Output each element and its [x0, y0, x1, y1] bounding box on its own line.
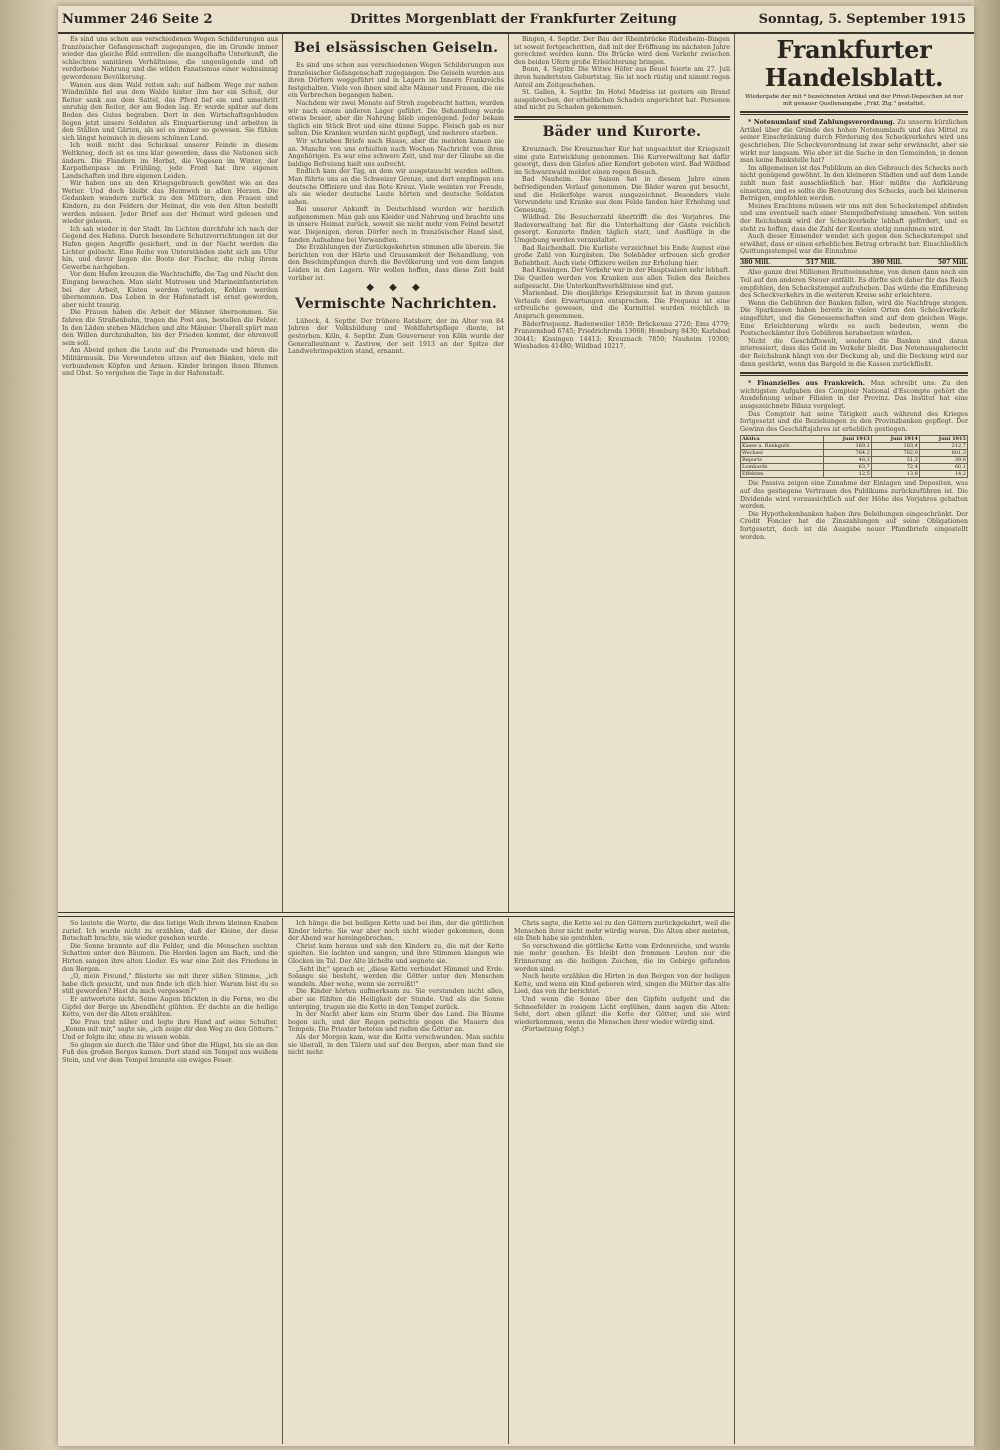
binding-edge-left [0, 0, 58, 1450]
issue-number: Nummer 246 Seite 2 [62, 12, 213, 27]
table-row: Effekten 12,5 13,8 14,2 [742, 471, 966, 478]
stamp-revenue-row: 380 Mill. 517 Mill. 390 Mill. 507 Mill. [740, 258, 968, 266]
section-title: Frankfurter Handelsblatt. [764, 36, 944, 92]
table-row: Kasse u. Bankguth. 169,1 183,4 212,7 [742, 443, 966, 450]
table-row: Wechsel 764,2 782,0 801,3 [742, 450, 966, 457]
serial-column-2: Ich hänge die bei heiligen Kette und bei ihm, der die göttlichen Kinder lehrte. Sie war aber noch nicht wieder gekommen, denn der Abend war hereingebrochen. Christ kam heraus und sah den Kindern zu, die mit der Kette spielten. Sie lachten und sangen, und ihre Stimmen klangen wie Glocken im Tal. Der Alte lächelte und segnete sie. „Seht ihr," sprach er, „diese Kette verbindet Himmel und Erde. Solange sie besteht, werden die Götter unter den Menschen wandeln. Aber wehe, wenn sie zerreißt!" Die Kinder hörten aufmerksam zu. Sie verstanden nicht alles, aber sie fühlten die Heiligkeit der Stunde. Und als die Sonne unterging, trugen sie die Kette in den Tempel zurück. In der Nacht aber kam ein Sturm über das Land. Die Bäume bogen sich, und der Regen peitschte gegen die Mauern des Tempels. Die Priester beteten und riefen die Götter an. Als der Morgen kam, war die Kette verschwunden. Man suchte sie überall, in den Tälern und auf den Bergen, aber man fand sie nicht mehr. [288, 920, 504, 1057]
body-text: Man schreibt uns: Zu den wichtigsten Aufgaben des Comptoir National d'Escompte gehört die Ausdehnung seiner Filialen in der Provinz. Das Institut hat eine ausgezeichnete Bilanz vorgelegt. [740, 380, 968, 410]
finance-headline: * Finanzielles aus Frankreich. [748, 380, 865, 388]
finance-headline: * Notenumlauf und Zahlungsverordnung. [748, 119, 895, 127]
serial-text: So lautete die Worte, die das listige Weib ihrem kleinen Knaben zurief. Ich wurde nicht zu erzählen, daß der Kleine, der diese Botschaft brachte, nie wieder gesehen wurde. [62, 920, 278, 943]
column-4-finance: Frankfurter Handelsblatt. Wiedergabe der mit * bezeichneten Artikel und der Privat-Depeschen ist nur mit genauer Quellenangabe „Frkf. Ztg." gestattet. * Notenumlauf und Zahlungsverordnung. Zu unserm kürzlichen Artikel über die Gründe des hohen Notenumlaufs und das Mittel zu seiner Einschränkung durch Förderung des Scheckverkehrs wird uns geschrieben. Die Scheckverordnung ist zwar sehr erwünscht, aber sie wirkt nur langsam. Wie aber ist die Sache in den Gemeinden, in denen man keine Bankstelle hat? Im allgemeinen ist das Publikum an den Gebrauch des Schecks noch nicht genügend gewöhnt. In den kleineren Städten und auf dem Lande zahlt man fast ausschließlich bar. Hier müßte die Aufklärung einsetzen, und es sollte die Benutzung des Schecks, auch bei kleineren Beträgen, empfohlen werden. Meines Erachtens müssen wir uns mit den Scheckstempel abfinden und uns eventuell nach einer Stempelbefreiung umsehen. Von seiten der Reichsbank wird der Scheckverkehr lebhaft gefördert, und es steht zu hoffen, dass die Zahl der Konten stetig zunehmen wird. Auch dieser Einsender wendet sich gegen den Scheckstempel und erwähnt, dass er einen erheblichen Betrag erbracht hat: Einschließlich Quittungsstempel war die Einnahme 380 Mill. 517 Mill. 390 Mill. 507 Mill. Also ganze drei Millionen Bruttoeinnahme, von denen dann noch ein Teil auf den anderen Steuer entfällt. Es dürfte sich daher für das Reich empfehlen, den Scheckstempel aufzuheben. Das würde die Einführung des Scheckverkehrs in die weiteren Kreise sehr erleichtern. Wenn die Gebühren der Banken fallen, wird die Nachfrage steigen. Die Sparkassen haben bereits in vielen Orten den Scheckverkehr eingeführt, und die Genossenschaften sind auf dem gleichen Wege. Eine Erleichterung würde es auch bedeuten, wenn die Postscheckämter ihre Gebühren herabsetzen würden. Nicht die Geschäftswelt, sondern die Banken sind daran interessiert, dass das Geld im Verkehr bleibt. Das Notenausgaberecht der Reichsbank hängt von der Deckung ab, und die Deckung wird nur dann gestärkt, wenn das Bargeld in die Kassen zurückfließt. * Finanzielles aus Frankreich. Man schreibt uns: Zu den wichtigsten Aufgaben des Comptoir National d'Escompte gehört die Ausdehnung seiner Filialen in der Provinz. Das Institut hat eine ausgezeichnete Bilanz vorgelegt. Das Comptoir hat seine Tätigkeit auch während des Krieges fortgesetzt und die Beziehungen zu den Provinzbanken gepflegt. Der Gewinn des Geschäftsjahres ist erheblich gestiegen. Aktiva Juni 1913 Juni 1914 Juni 1915 Kasse u. Bankguth. 169,1 183,4 212,7 Wechsel 764,2 782,0 801,3 Reports 48,3 51,2 39,8 Lombards 63,7 72,4 60,1 Effekten 12,5 13,8 14,2 Die Passiva zeigen eine Zunahme der Einlagen und Depositen, was auf das gestiegene Vertrauen des Publikums zurückzuführen ist. Die Dividende wird voraussichtlich auf der Höhe des Vorjahres gehalten werden. Die Hypothekenbanken haben ihre Beleihungen eingeschränkt. Der Crédit Foncier hat die Zinszahlungen auf seine Obligationen fortgesetzt, doch ist die Ausgabe neuer Pfandbriefe eingestellt worden. [740, 36, 968, 541]
serial-text: Ich hänge die bei heiligen Kette und bei ihm, der die göttlichen Kinder lehrte. Sie war aber noch nicht wieder gekommen, denn der Abend war hereingebrochen. [288, 920, 504, 943]
column-rule [282, 34, 283, 912]
section-subtitle: Wiedergabe der mit * bezeichneten Artikel und der Privat-Depeschen ist nur mit genauer Quellenangabe „Frkf. Ztg." gestattet. [745, 94, 963, 107]
body-text: Es sind uns schon aus verschiedenen Wegen Schilderungen aus französischer Gefangenschaft zugegangen, die im Grunde immer wieder das gleiche Bild entrollen: die mangelhafte Unterkunft, die schlechten sanitären Verhältnisse, die ungenügende und oft verdorbene Nahrung und die wilden Fanatismus einer wahnsinnig gewordenen Bevölkerung. [62, 36, 278, 81]
column-rule [508, 918, 509, 1444]
article-title: Vermischte Nachrichten. [294, 295, 498, 312]
article-title: Bei elsässischen Geiseln. [293, 40, 499, 56]
column-3: Bingen, 4. Septbr. Der Bau der Rheinbrücke Rüdesheim–Bingen ist soweit fortgeschritten, daß mit der Eröffnung im nächsten Jahre gerechnet werden kann. Die Brücke wird dem Verkehr zwischen den beiden Ufern große Erleichterung bringen. Bonn, 4. Septbr. Die Witwe Höfer aus Beuel feierte am 27. Juli ihren hundertsten Geburtstag. Sie ist noch rüstig und nimmt regen Anteil am Zeitgeschehen. St. Gallen, 4. Septbr. Im Hotel Madrisa ist gestern ein Brand ausgebrochen, der erheblichen Schaden angerichtet hat. Personen sind nicht zu Schaden gekommen. Bäder und Kurorte. Kreuznach. Die Kreuznacher Kur hat ungeachtet der Kriegszeit eine gute Entwicklung genommen. Die Kurverwaltung hat dafür gesorgt, dass den Gästen aller Komfort geboten wird. Bad Wildbad im Schwarzwald meldet einen regen Besuch. Bad Nauheim. Die Saison hat in diesem Jahre einen befriedigenden Verlauf genommen. Die Bäder waren gut besucht, und die Heilerfolge waren ausgezeichnet. Besonders viele Verwundete und Kranke aus dem Felde fanden hier Erholung und Genesung. Wildbad. Die Besucherzahl übertrifft die des Vorjahres. Die Badeverwaltung hat für die Unterhaltung der Gäste reichlich gesorgt. Konzerte finden täglich statt, und Ausflüge in die Umgebung werden veranstaltet. Bad Reichenhall. Die Kurliste verzeichnet bis Ende August eine große Zahl von Kurgästen. Die Solebäder erfreuen sich großer Beliebtheit. Auch viele Offiziere weilen zur Erholung hier. Bad Kissingen. Der Verkehr war in der Hauptsaison sehr lebhaft. Die Quellen werden von Kranken aus allen Teilen des Reiches aufgesucht. Die Unterkunftsverhältnisse sind gut. Marienbad. Die diesjährige Kriegskurzeit hat in ihrem ganzen Verlaufe den Erwartungen entsprochen. Die Frequenz ist eine erfreuliche gewesen, und die Kurmittel wurden reichlich in Anspruch genommen. Bäderfrequenz. Badenweiler 1859; Brückenau 2720; Ems 4779; Franzensbad 6745; Friedrichroda 13068; Homburg 8430; Karlsbad 30441; Kissingen 14413; Kreuznach 7850; Nauheim 19300; Wiesbaden 41480; Wildbad 10217. [514, 36, 730, 351]
serial-text: So verschwand die göttliche Kette vom Erdenreiche, und wurde nie mehr gesehen. Es bleibt den frommen Leuten nur die Erinnerung an die heiligen Zeichen, die im Gebirge gefunden worden sind. [514, 942, 730, 973]
table-row: Reports 48,3 51,2 39,8 [742, 457, 966, 464]
body-text: Lübeck, 4. Septbr. Der frühere Ratsherr, der im Alter von 84 Jahren der Volksbildung und Wohlfahrtspflege diente, ist gestorben. Köln, 4. Septbr. Zum Gouverneur von Köln wurde der Generalleutnant v. Zastrow, der seit 1913 an der Spitze der Landwehrinspektion stand, ernannt. [288, 317, 504, 356]
newspaper-page [58, 6, 974, 1446]
serial-column-3: Chris sagte, die Kette sei zu den Göttern zurückgekehrt, weil die Menschen ihrer nicht mehr würdig waren. Die Alten aber meinten, ein Dieb habe sie gestohlen. So verschwand die göttliche Kette vom Erdenreiche, und wurde nie mehr gesehen. Es bleibt den frommen Leuten nur die Erinnerung an die heiligen Zeichen, die im Gebirge gefunden worden sind. Noch heute erzählen die Hirten in den Bergen von der heiligen Kette, und wenn ein Kind geboren wird, singen die Mütter das alte Lied, das von ihr berichtet. Und wenn die Sonne über den Gipfeln aufgeht und die Schneefelder in rosigem Licht erglühen, dann sagen die Alten: Seht, dort oben glänzt die Kette der Götter, und sie wird wiederkommen, wenn die Menschen ihrer wieder würdig sind. (Fortsetzung folgt.) [514, 920, 730, 1034]
article-title: Bäder und Kurorte. [542, 123, 702, 140]
feuilleton-separator [58, 912, 734, 917]
column-1: Es sind uns schon aus verschiedenen Wegen Schilderungen aus französischer Gefangenschaft zugegangen, die im Grunde immer wieder das gleiche Bild entrollen: die mangelhafte Unterkunft, die schlechten sanitären Verhältnisse, die ungenügende und oft verdorbene Nahrung und die wilden Fanatismus einer wahnsinnig gewordenen Bevölkerung. Wanen aus dem Wald reiten sah; auf halbem Wege zur nahen Windmühle fiel aus dem Walde hinter ihm her ein Schuß, der Reiter sank aus dem Sattel, das Pferd lief ein und umschritt unruhig den Reiter, der am Boden lag. Er wurde später auf dem Boden des Gutes begraben. Dort in den Wirtschaftsgebäuden liegen jetzt unsere Soldaten als Einquartierung und arbeiten in den Ställen und Gärten, als sei es immer so gewesen. Sie fühlen sich längst heimisch in diesem schönen Land. Ich weiß nicht das Schicksal unserer Feinde in diesem Weltkrieg, doch ist es uns klar geworden, dass die Nationen sich ändern. Die Flandern im Herbst, die Vogesen im Winter, der Karpathenpass im Frühling, jede Front hat ihre eigenen Landschaften und ihre eigenen Leiden. Wir haben uns an den Kriegsgebrauch gewöhnt wie an das Wetter. Und doch bleibt das Heimweh in allen Herzen. Die Gedanken wandern zurück zu den Müttern, den Frauen und Kindern, zu den Feldern der Heimat, die von den Alten bestellt werden müssen. Jeder Brief aus der Heimat wird gelesen und wieder gelesen. Ich sah wieder in der Stadt. Im Lichten durchfuhr ich nach der Gegend des Hafens. Durch besondere Schutzvorrichtungen ist der Hafen gegen Angriffe gesichert, und in der Nacht werden die Lichter gelöscht. Eine Reihe von Unterständen zieht sich am Ufer hin, und davor liegen die Boote der Fischer, die ruhig ihrem Gewerbe nachgehen. Vor dem Hafen kreuzen die Wachtschiffe, die Tag und Nacht den Eingang bewachen. Man sieht Matrosen und Marineinfanteristen bei der Arbeit, Kisten werden verladen, Kohlen werden übernommen. Das Leben in der Hafenstadt ist ernst geworden, aber nicht traurig. Die Frauen haben die Arbeit der Männer übernommen. Sie fahren die Straßenbahn, tragen die Post aus, bestellen die Felder. In den Läden stehen Mädchen und alte Männer. Überall spürt man den Willen durchzuhalten, bis der Frieden kommt, der ehrenvoll sein soll. Am Abend gehen die Leute auf die Promenade und hören die Militärmusik. Die Verwundeten sitzen auf den Bänken, viele mit verbundenen Köpfen und Armen. Kinder bringen ihnen Blumen und Obst. So vergehen die Tage in der Hafenstadt. [62, 36, 278, 378]
page-header [58, 6, 974, 34]
paper-title: Drittes Morgenblatt der Frankfurter Zeitung [350, 12, 677, 27]
binding-edge-right [974, 0, 1000, 1450]
section-divider [740, 111, 968, 115]
section-divider [514, 116, 730, 120]
body-text: Zu unserm kürzlichen Artikel über die Gründe des hohen Notenumlaufs und das Mittel zu seiner Einschränkung durch Förderung des Scheckverkehrs wird uns geschrieben. Die Scheckverordnung ist zwar sehr erwünscht, aber sie wirkt nur langsam. Wie aber ist die Sache in den Gemeinden, in denen man keine Bankstelle hat? [740, 119, 968, 165]
column-rule [508, 34, 509, 912]
ornament-divider: ◆ ◆ ◆ [366, 282, 426, 294]
issue-date: Sonntag, 5. September 1915 [758, 12, 966, 27]
column-rule [734, 34, 735, 1444]
body-text: Kreuznach. Die Kreuznacher Kur hat ungeachtet der Kriegszeit eine gute Entwicklung genommen. Die Kurverwaltung hat dafür gesorgt, dass den Gästen aller Komfort geboten wird. Bad Wildbad im Schwarzwald meldet einen regen Besuch. [514, 145, 730, 176]
column-2: Bei elsässischen Geiseln. Es sind uns schon aus verschiedenen Wegen Schilderungen aus französischer Gefangenschaft zugegangen. Die Geiseln wurden aus ihren Dörfern weggeführt und in Lagern im Innern Frankreichs festgehalten. Viele von ihnen sind alte Männer und Frauen, die nie ein Verbrechen begangen haben. Nachdem wir zwei Monate auf Stroh zugebracht hatten, wurden wir nach einem anderen Lager geführt. Die Behandlung wurde etwas besser, aber die Nahrung blieb ungenügend. Jeder bekam täglich ein Stück Brot und eine dünne Suppe. Fleisch gab es nur selten. Die Kranken wurden nicht gepflegt, und mehrere starben. Wir schrieben Briefe nach Hause, aber die meisten kamen nie an. Manche von uns erhielten nach Wochen Nachricht von ihren Angehörigen. Es war eine schwere Zeit, und nur der Glaube an die baldige Befreiung hielt uns aufrecht. Endlich kam der Tag, an dem wir ausgetauscht werden sollten. Man führte uns an die Schweizer Grenze, und dort empfingen uns deutsche Offiziere und das Rote Kreuz. Viele weinten vor Freude, als sie wieder deutsche Laute hörten und deutsche Soldaten sahen. Bei unserer Ankunft in Deutschland wurden wir herzlich aufgenommen. Man gab uns Kleider und Nahrung und brachte uns in unsere Heimat zurück, soweit sie nicht mehr vom Feind besetzt war. Diejenigen, deren Dörfer noch in französischer Hand sind, fanden Aufnahme bei Verwandten. Die Erzählungen der Zurückgekehrten stimmen alle überein. Sie berichten von der Härte und Grausamkeit der Behandlung, von den Beschimpfungen durch die Bevölkerung und von dem langen Leiden in den Lagern. Wir wollen hoffen, dass diese Zeit bald vorüber ist. ◆ ◆ ◆ Vermischte Nachrichten. Lübeck, 4. Septbr. Der frühere Ratsherr, der im Alter von 84 Jahren der Volksbildung und Wohlfahrtspflege diente, ist gestorben. Köln, 4. Septbr. Zum Gouverneur von Köln wurde der Generalleutnant v. Zastrow, der seit 1913 an der Spitze der Landwehrinspektion stand, ernannt. [288, 40, 504, 356]
section-divider [740, 372, 968, 376]
balance-table: Aktiva Juni 1913 Juni 1914 Juni 1915 Kasse u. Bankguth. 169,1 183,4 212,7 Wechsel 764,2 782,0 801,3 Reports 48,3 51,2 39,8 Lombards 63,7 72,4 60,1 Effekten 12,5 13,8 14,2 [742, 436, 966, 478]
table-row: Lombards 63,7 72,4 60,1 [742, 464, 966, 471]
serial-column-1: So lautete die Worte, die das listige Weib ihrem kleinen Knaben zurief. Ich wurde nicht zu erzählen, daß der Kleine, der diese Botschaft brachte, nie wieder gesehen wurde. Die Sonne brannte auf die Felder, und die Menschen suchten Schatten unter den Bäumen. Die Herden lagen am Bach, und die Hirten sangen ihre alten Lieder. Es war eine Zeit des Friedens in den Bergen. „O, mein Freund," flüsterte sie mit ihrer süßen Stimme, „ich habe dich gesucht, und nun finde ich dich hier. Warum bist du so still geworden? Hast du mich vergessen?" Er antwortete nicht. Seine Augen blickten in die Ferne, wo die Gipfel der Berge im Abendlicht glühten. Er dachte an die heilige Kette, von der die Alten erzählten. Die Frau trat näher und legte ihre Hand auf seine Schulter. „Komm mit mir," sagte sie, „ich zeige dir den Weg zu den Göttern." Und er folgte ihr, ohne zu wissen wohin. So gingen sie durch die Täler und über die Hügel, bis sie an den Fuß des großen Berges kamen. Dort stand ein Tempel aus weißem Stein, und vor dem Tempel brannte ein ewiges Feuer. [62, 920, 278, 1064]
column-rule [282, 918, 283, 1444]
